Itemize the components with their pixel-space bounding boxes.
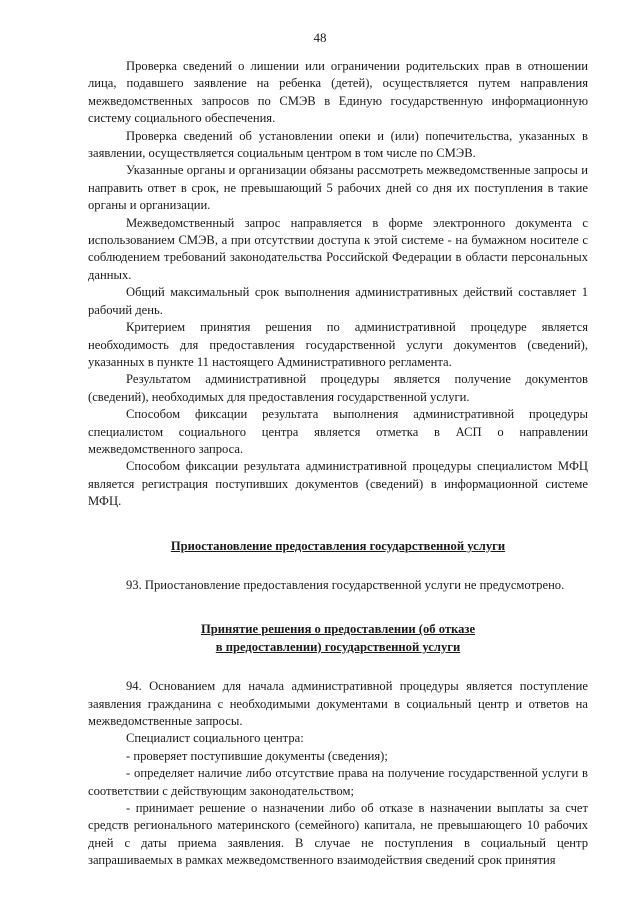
list-item: - принимает решение о назначении либо об отказе в назначении выплаты за счет средств регионального материнского (семейного) капитала, не превышающего 10 рабочих дней с даты приема заявления. В случае не поступления в социальный центр запрашиваемых в рамках межведомственного взаимодействия сведений срок принятия: [88, 801, 588, 868]
page-number: 48: [313, 30, 327, 45]
spacer: [88, 656, 588, 678]
paragraph: Способом фиксации результата выполнения административной процедуры специалистом социального центра является отметка в АСП о направлении межведомственного запроса.: [88, 407, 588, 456]
section-heading-decision-line2: в предоставлении) государственной услуги: [215, 639, 461, 654]
document-body: [88, 58, 588, 870]
paragraph: Проверка сведений об установлении опеки и (или) попечительства, указанных в заявлении, осуществляется социальным центром в том числе по СМЭВ.: [88, 128, 588, 161]
list-item: - проверяет поступившие документы (сведения);: [126, 748, 388, 763]
paragraph: Критерием принятия решения по административной процедуре является необходимость для предоставления государственной услуги документов (сведений), указанных в пункте 11 настоящего Административного регламента.: [88, 320, 588, 369]
paragraph: Межведомственный запрос направляется в форме электронного документа с использованием СМЭВ, а при отсутствии доступа к этой системе - на бумажном носителе с соблюдением требований законодательства Российской Федерации в области персональных данных.: [88, 215, 588, 282]
paragraph: Общий максимальный срок выполнения административных действий составляет 1 рабочий день.: [88, 285, 588, 317]
paragraph: Проверка сведений о лишении или ограничении родительских прав в отношении лица, подавшего заявление на ребенка (детей), осуществляется путем направления межведомственных запросов по СМЭВ в Единую государственную информационную систему социального обеспечения.: [88, 59, 588, 126]
paragraph-93: 93. Приостановление предоставления государственной услуги не предусмотрено.: [126, 577, 565, 592]
paragraph: Специалист социального центра:: [126, 731, 304, 746]
section-heading-suspension: Приостановление предоставления государственной услуги: [170, 538, 506, 553]
section-heading-decision-line1: Принятие решения о предоставлении (об отказе: [200, 622, 476, 637]
paragraph-94: 94. Основанием для начала административной процедуры является поступление заявления гражданина с необходимыми документами в социальный центр и ответов на межведомственные запросы.: [88, 679, 588, 728]
spacer: [88, 511, 588, 538]
paragraph: Указанные органы и организации обязаны рассмотреть межведомственные запросы и направить ответ в срок, не превышающий 5 рабочих дней со дня их поступления в такие органы и организации.: [88, 163, 588, 213]
paragraph: Способом фиксации результата административной процедуры специалистом МФЦ является регистрация поступивших документов (сведений) в информационной системе МФЦ.: [88, 459, 588, 509]
spacer: [88, 555, 588, 577]
spacer: [88, 594, 588, 621]
list-item: - определяет наличие либо отсутствие права на получение государственной услуги в соответствии с действующим законодательством;: [88, 766, 588, 798]
paragraph: Результатом административной процедуры является получение документов (сведений), необходимых для предоставления государственной услуги.: [88, 372, 588, 404]
